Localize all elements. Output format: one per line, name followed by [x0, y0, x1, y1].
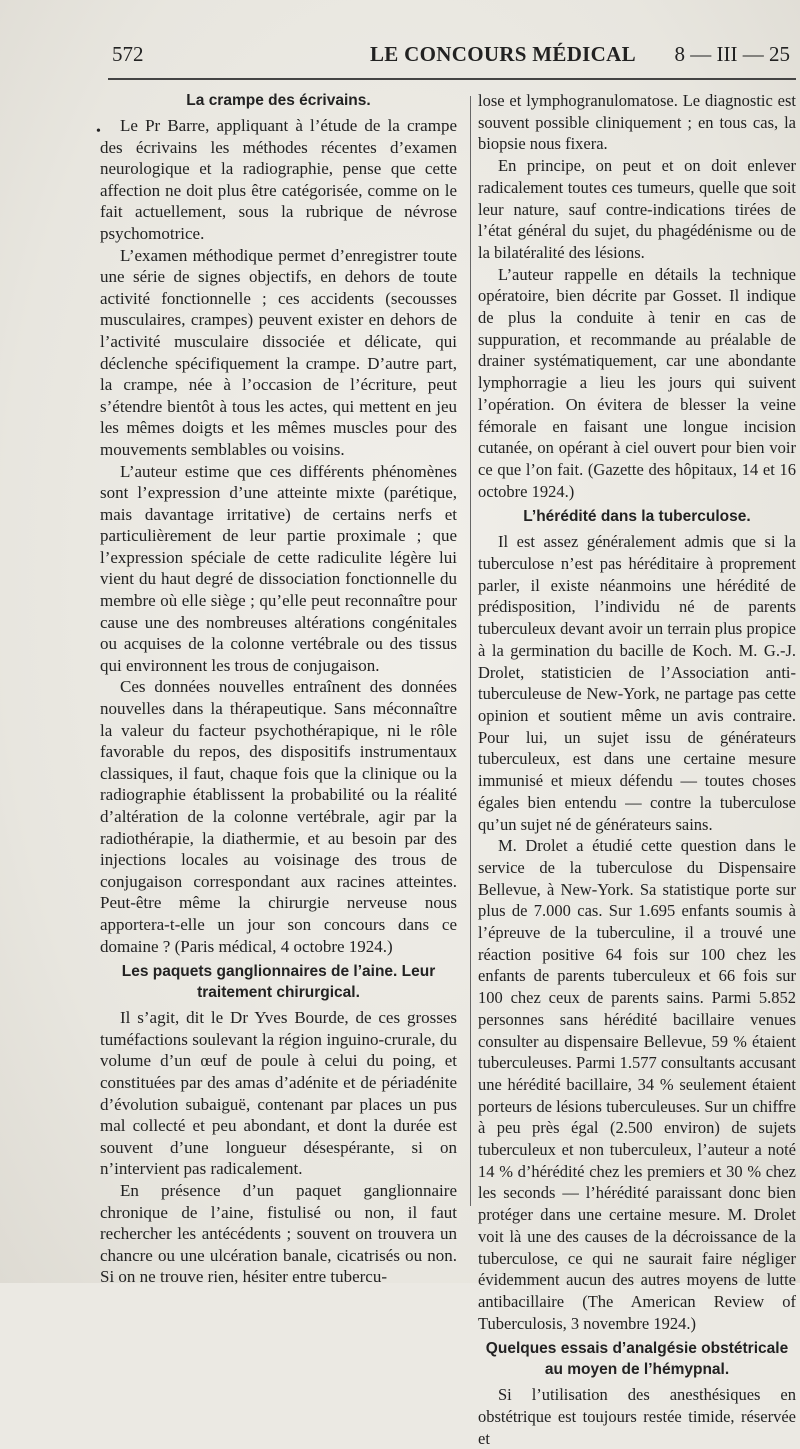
journal-title: LE CONCOURS MÉDICAL	[370, 42, 636, 66]
paragraph: En principe, on peut et on doit enlever radicalement toutes ces tumeurs, quelle que soit leur nature, sauf contre-indications tirées de l’état général du sujet, du phagédénisme ou de la bilatéralité des lésions.	[478, 156, 796, 262]
margin-dot: •	[96, 124, 101, 139]
paragraph: Si l’utilisation des anesthésiques en obstétrique est toujours restée timide, réservée et	[478, 1385, 796, 1448]
page-number: 572	[112, 42, 144, 66]
section-title-analgesie: Quelques essais d’analgésie obstétricale au moyen de l’hémypnal.	[485, 1340, 789, 1379]
right-column	[478, 90, 796, 1449]
header-rule	[108, 78, 796, 80]
paragraph: Il s’agit, dit le Dr Yves Bourde, de ces grosses tuméfactions soulevant la région inguino-crurale, du volume d’un œuf de poule à celui du poing, et constituées par des amas d’adénite et de périadénite d’évolution subaiguë, contenant par places un pus mal collecté et peu abondant, et dont la durée est souvent d’une longueur désespérante, si on n’intervient pas radicalement.	[100, 1008, 457, 1179]
section-title-paquets: Les paquets ganglionnaires de l’aine. Leur traitement chirurgical.	[121, 963, 436, 1002]
paragraph: En présence d’un paquet ganglionnaire chronique de l’aine, fistulisé ou non, il faut rechercher les antécédents ; souvent on trouvera un chancre ou une ulcération banale, cicatrisés ou non. Si on ne trouve rien, hésiter entre tubercu-	[100, 1180, 457, 1287]
paragraph: L’examen méthodique permet d’enregistrer toute une série de signes objectifs, en dehors de toute activité fonctionnelle ; ces accidents (secousses musculaires, crampes) peuvent exister en dehors de l’activité musculaire dissociée et délicate, qui déclenche spécifiquement la crampe. D’autre part, la crampe, née à l’occasion de l’écriture, peut s’étendre bientôt à tous les actes, qui mettent en jeu les mêmes doigts et les mêmes muscles pour des mouvements semblables ou voisins.	[100, 245, 457, 459]
issue-date: 8 — III — 25	[674, 42, 790, 66]
paragraph: Ces données nouvelles entraînent des données nouvelles dans la thérapeutique. Sans méconnaître la valeur du facteur psychothérapique, ni le rôle favorable du repos, des dispositifs instrumentaux classiques, il faut, chaque fois que la clinique ou la radiographie établissent la probabilité ou la réalité d’altération de la colonne vertébrale, agir par la radiothérapie, la diathermie, et au besoin par des injections locales au voisinage des trous de conjugaison correspondant aux racines atteintes. Peut-être même la chirurgie nerveuse nous apportera-t-elle un jour son concours dans ce domaine ? (Paris médical, 4 octobre 1924.)	[100, 677, 457, 956]
paragraph: Le Pr Barre, appliquant à l’étude de la crampe des écrivains les méthodes récentes d’examen neurologique et la radiographie, pense que cette affection ne doit plus être catégorisée, comme on le fait actuellement, sous la rubrique de névrose psychomotrice.	[100, 116, 457, 243]
paragraph: L’auteur estime que ces différents phénomènes sont l’expression d’une atteinte mixte (parétique, mais davantage irritative) de certains nerfs et particulièrement de leur partie proximale ; que l’expression spéciale de cette radiculite légère lui vient du haut degré de dissociation fonctionnelle du membre où elle siège ; qu’elle peut reconnaître pour cause une des nombreuses altérations congénitales ou acquises de la colonne vertébrale ou des tissus qui environnent les trous de conjugaison.	[100, 461, 457, 675]
section-title-heredite: L’hérédité dans la tuberculose.	[523, 508, 751, 526]
paragraph: L’auteur rappelle en détails la technique opératoire, bien décrite par Gosset. Il indique de plus la conduite à tenir en cas de suppuration, et recommande au préalable de drainer systématiquement, car une abondante lymphorragie a lieu les jours qui suivent l’opération. On évitera de blesser la veine fémorale en faisant une longue incision cutanée, on opérant à ciel ouvert pour bien voir ce que l’on fait. (Gazette des hôpitaux, 14 et 16 octobre 1924.)	[478, 264, 796, 501]
column-divider	[470, 96, 471, 1206]
page-header	[112, 42, 790, 72]
left-column	[100, 90, 457, 1288]
paragraph: M. Drolet a étudié cette question dans le service de la tuberculose du Dispensaire Bellevue, à New-York. Sa statistique porte sur plus de 7.000 cas. Sur 1.695 enfants soumis à l’épreuve de la tuberculine, il a trouvé une réaction positive 64 fois sur 100 chez les enfants de parents tuberculeux et 66 fois sur 100 chez ceux de parents sains. Parmi 5.852 personnes sans hérédité bacillaire venues consulter au dispensaire Bellevue, 59 % étaient tuberculeuses. Parmi 1.577 consultants accusant une hérédité bacillaire, 34 % seulement étaient porteurs de lésions tuberculeuses. Sur un chiffre à peu près égal (2.500 environ) de sujets tuberculeux et non tuberculeux, l’auteur a noté 14 % d’hérédité chez les premiers et 30 % chez les seconds — l’hérédité paraissant donc bien protéger dans une certaine mesure. M. Drolet voit là une des causes de la décroissance de la tuberculose, ce qui ne saurait faire négliger évidemment aucun des autres moyens de lutte antibacillaire (The American Review of Tuberculosis, 3 novembre 1924.)	[478, 836, 797, 1333]
paragraph: Il est assez généralement admis que si la tuberculose n’est pas héréditaire à proprement parler, il existe néanmoins une hérédité de prédisposition, l’individu né de parents tuberculeux devant avoir un terrain plus propice à la germination du bacille de Koch. M. G.-J. Drolet, statisticien de l’Association anti-tuberculeuse de New-York, ne partage pas cette opinion et soutient même un avis contraire. Pour lui, un sujet issu de générateurs tuberculeux, est dans une certaine mesure immunisé et mieux défendu — toutes choses égales bien entendu — contre la tuberculose qu’un sujet né de générateurs sains.	[478, 532, 796, 834]
paragraph: lose et lymphogranulomatose. Le diagnostic est souvent possible cliniquement ; en tous cas, la biopsie nous fixera.	[478, 91, 796, 154]
section-title-crampe: La crampe des écrivains.	[186, 92, 371, 109]
